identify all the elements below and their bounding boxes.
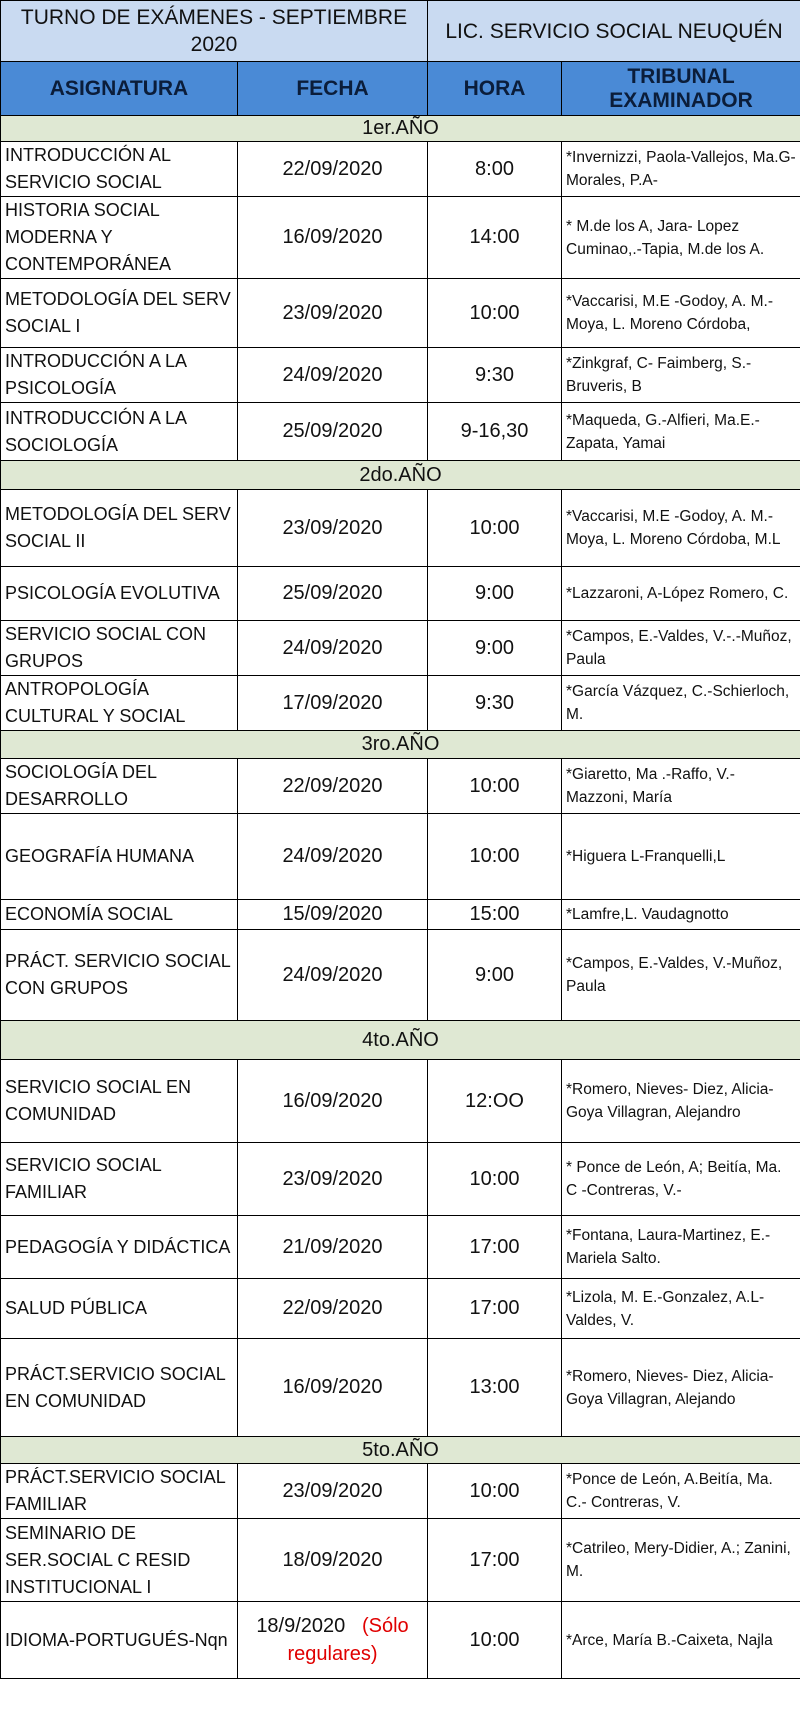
time-cell: 17:00 (428, 1519, 562, 1602)
time-cell: 10:00 (428, 279, 562, 348)
table-row (1, 621, 800, 676)
time-cell: 15:00 (428, 900, 562, 930)
tribunal-cell: *Invernizzi, Paola-Vallejos, Ma.G- Morales, P.A- (562, 142, 800, 197)
date-note: (Sólo regulares) (287, 1615, 409, 1665)
date-cell: 22/09/2020 (238, 142, 428, 197)
date-cell: 23/09/2020 (238, 1464, 428, 1519)
subject-cell: PSICOLOGÍA EVOLUTIVA (1, 567, 238, 621)
tribunal-cell: *Romero, Nieves- Diez, Alicia-Goya Villagran, Alejando (562, 1339, 800, 1437)
subject-cell: PEDAGOGÍA Y DIDÁCTICA (1, 1216, 238, 1279)
subject-cell: SOCIOLOGÍA DEL DESARROLLO (1, 759, 238, 814)
tribunal-cell: *Lazzaroni, A-López Romero, C. (562, 567, 800, 621)
subject-cell: INTRODUCCIÓN A LA SOCIOLOGÍA (1, 403, 238, 461)
subject-cell: SERVICIO SOCIAL EN COMUNIDAD (1, 1060, 238, 1143)
subject-cell: PRÁCT.SERVICIO SOCIAL EN COMUNIDAD (1, 1339, 238, 1437)
year-label: 5to.AÑO (1, 1437, 800, 1464)
table-row (1, 1602, 800, 1679)
time-cell: 9-16,30 (428, 403, 562, 461)
year-row (1, 731, 800, 759)
table-row (1, 279, 800, 348)
table-row (1, 1216, 800, 1279)
time-cell: 10:00 (428, 1143, 562, 1216)
time-cell: 10:00 (428, 814, 562, 900)
time-cell: 9:30 (428, 676, 562, 731)
year-label: 2do.AÑO (1, 461, 800, 490)
tribunal-cell: *Zinkgraf, C- Faimberg, S.-Bruveris, B (562, 348, 800, 403)
tribunal-cell: * M.de los A, Jara- Lopez Cuminao,.-Tapia, M.de los A. (562, 197, 800, 279)
subject-cell: PRÁCT. SERVICIO SOCIAL CON GRUPOS (1, 930, 238, 1021)
tribunal-cell: *Ponce de León, A.Beitía, Ma. C.- Contreras, V. (562, 1464, 800, 1519)
tribunal-cell: *Vaccarisi, M.E -Godoy, A. M.-Moya, L. Moreno Córdoba, (562, 279, 800, 348)
table-row (1, 1279, 800, 1339)
subject-cell: ECONOMÍA SOCIAL (1, 900, 238, 930)
exam-period-title: TURNO DE EXÁMENES - SEPTIEMBRE 2020 (1, 1, 428, 62)
date-cell: 22/09/2020 (238, 1279, 428, 1339)
year-row (1, 116, 800, 142)
table-row (1, 900, 800, 930)
date-cell: 24/09/2020 (238, 930, 428, 1021)
date-value: 18/9/2020 (256, 1615, 346, 1637)
tribunal-cell: *Fontana, Laura-Martinez, E.-Mariela Salto. (562, 1216, 800, 1279)
date-cell: 17/09/2020 (238, 676, 428, 731)
time-cell: 12:OO (428, 1060, 562, 1143)
table-row (1, 1060, 800, 1143)
time-cell: 14:00 (428, 197, 562, 279)
date-cell: 24/09/2020 (238, 621, 428, 676)
subject-cell: HISTORIA SOCIAL MODERNA Y CONTEMPORÁNEA (1, 197, 238, 279)
tribunal-cell: *Lamfre,L. Vaudagnotto (562, 900, 800, 930)
time-cell: 9:30 (428, 348, 562, 403)
title-row (1, 1, 800, 62)
column-header-row (1, 62, 800, 116)
date-cell: 15/09/2020 (238, 900, 428, 930)
column-header-tribunal: TRIBUNAL EXAMINADOR (562, 62, 800, 116)
date-cell: 18/09/2020 (238, 1519, 428, 1602)
table-row (1, 567, 800, 621)
table-row (1, 1143, 800, 1216)
table-row (1, 490, 800, 567)
date-cell: 25/09/2020 (238, 403, 428, 461)
time-cell: 17:00 (428, 1216, 562, 1279)
time-cell: 10:00 (428, 759, 562, 814)
date-cell: 24/09/2020 (238, 814, 428, 900)
subject-cell: PRÁCT.SERVICIO SOCIAL FAMILIAR (1, 1464, 238, 1519)
date-cell: 16/09/2020 (238, 1060, 428, 1143)
time-cell: 17:00 (428, 1279, 562, 1339)
table-row (1, 197, 800, 279)
date-cell: 23/09/2020 (238, 279, 428, 348)
time-cell: 10:00 (428, 1464, 562, 1519)
date-cell: 23/09/2020 (238, 1143, 428, 1216)
table-row (1, 348, 800, 403)
date-cell: 21/09/2020 (238, 1216, 428, 1279)
tribunal-cell: *García Vázquez, C.-Schierloch, M. (562, 676, 800, 731)
year-row (1, 1437, 800, 1464)
tribunal-cell: *Campos, E.-Valdes, V.-.-Muñoz, Paula (562, 621, 800, 676)
subject-cell: SEMINARIO DE SER.SOCIAL C RESID INSTITUCIONAL I (1, 1519, 238, 1602)
column-header-date: FECHA (238, 62, 428, 116)
subject-cell: SALUD PÚBLICA (1, 1279, 238, 1339)
table-row (1, 676, 800, 731)
subject-cell: SERVICIO SOCIAL FAMILIAR (1, 1143, 238, 1216)
date-cell: 23/09/2020 (238, 490, 428, 567)
column-header-subject: ASIGNATURA (1, 62, 238, 116)
time-cell: 10:00 (428, 1602, 562, 1679)
subject-cell: INTRODUCCIÓN AL SERVICIO SOCIAL (1, 142, 238, 197)
subject-cell: ANTROPOLOGÍA CULTURAL Y SOCIAL (1, 676, 238, 731)
year-row (1, 1021, 800, 1060)
year-label: 3ro.AÑO (1, 731, 800, 759)
tribunal-cell: *Catrileo, Mery-Didier, A.; Zanini, M. (562, 1519, 800, 1602)
subject-cell: METODOLOGÍA DEL SERV SOCIAL I (1, 279, 238, 348)
table-row (1, 1339, 800, 1437)
subject-cell: IDIOMA-PORTUGUÉS-Nqn (1, 1602, 238, 1679)
time-cell: 9:00 (428, 621, 562, 676)
subject-cell: GEOGRAFÍA HUMANA (1, 814, 238, 900)
time-cell: 8:00 (428, 142, 562, 197)
date-cell: 22/09/2020 (238, 759, 428, 814)
date-cell: 16/09/2020 (238, 1339, 428, 1437)
date-cell: 16/09/2020 (238, 197, 428, 279)
table-row (1, 1519, 800, 1602)
time-cell: 9:00 (428, 930, 562, 1021)
time-cell: 10:00 (428, 490, 562, 567)
table-row (1, 930, 800, 1021)
tribunal-cell: *Vaccarisi, M.E -Godoy, A. M.-Moya, L. Moreno Córdoba, M.L (562, 490, 800, 567)
tribunal-cell: *Higuera L-Franquelli,L (562, 814, 800, 900)
subject-cell: SERVICIO SOCIAL CON GRUPOS (1, 621, 238, 676)
tribunal-cell: *Campos, E.-Valdes, V.-Muñoz, Paula (562, 930, 800, 1021)
column-header-time: HORA (428, 62, 562, 116)
date-cell: 24/09/2020 (238, 348, 428, 403)
year-label: 1er.AÑO (1, 116, 800, 142)
tribunal-cell: *Lizola, M. E.-Gonzalez, A.L-Valdes, V. (562, 1279, 800, 1339)
subject-cell: METODOLOGÍA DEL SERV SOCIAL II (1, 490, 238, 567)
date-cell (238, 1602, 428, 1679)
year-row (1, 461, 800, 490)
tribunal-cell: *Arce, María B.-Caixeta, Najla (562, 1602, 800, 1679)
subject-cell: INTRODUCCIÓN A LA PSICOLOGÍA (1, 348, 238, 403)
date-cell: 25/09/2020 (238, 567, 428, 621)
tribunal-cell: * Ponce de León, A; Beitía, Ma. C -Contreras, V.- (562, 1143, 800, 1216)
time-cell: 9:00 (428, 567, 562, 621)
tribunal-cell: *Maqueda, G.-Alfieri, Ma.E.-Zapata, Yamai (562, 403, 800, 461)
table-row (1, 814, 800, 900)
time-cell: 13:00 (428, 1339, 562, 1437)
year-label: 4to.AÑO (1, 1021, 800, 1060)
tribunal-cell: *Giaretto, Ma .-Raffo, V.-Mazzoni, María (562, 759, 800, 814)
table-row (1, 142, 800, 197)
table-row (1, 759, 800, 814)
tribunal-cell: *Romero, Nieves- Diez, Alicia-Goya Villagran, Alejandro (562, 1060, 800, 1143)
table-row (1, 403, 800, 461)
table-row (1, 1464, 800, 1519)
career-title: LIC. SERVICIO SOCIAL NEUQUÉN (428, 1, 800, 62)
